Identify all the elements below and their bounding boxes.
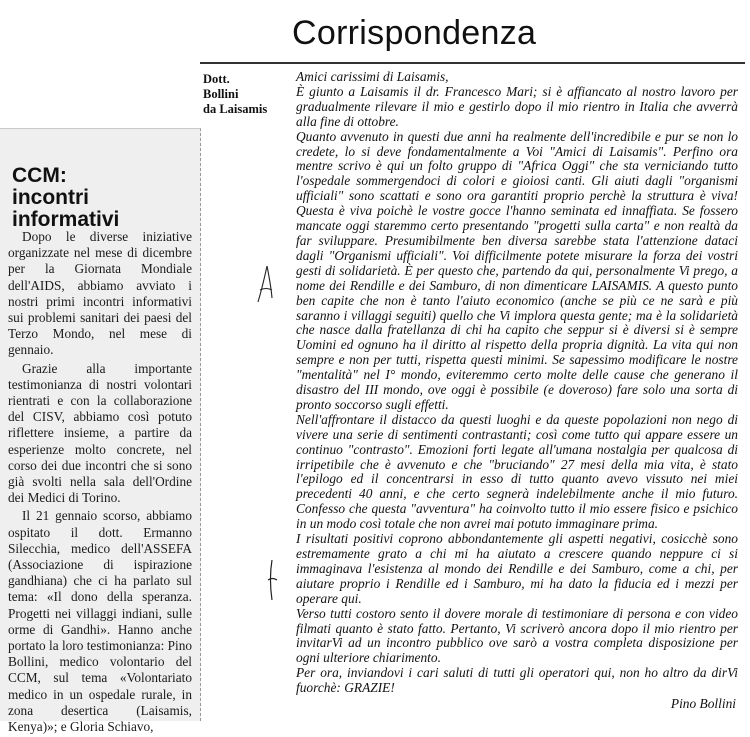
letter-byline — [203, 72, 289, 117]
pen-mark-icon — [255, 262, 275, 306]
left-title-line: informativi — [12, 208, 120, 231]
left-article-clipping — [0, 128, 201, 735]
left-article-paragraph: Dopo le diverse iniziative organizzate nel mese di dicembre per la Giornata Mondiale dell'AIDS, abbiamo avviato i nostri primi incontri informativi sui problemi sanitari dei paesi del Terzo Mondo, nel mese di gennaio. — [8, 229, 192, 358]
left-title-line: incontri — [12, 186, 89, 209]
section-heading: Corrispondenza — [292, 14, 537, 52]
left-title-line: CCM: — [12, 164, 67, 187]
letter-paragraph: È giunto a Laisamis il dr. Francesco Mari; si è affiancato al nostro lavoro per gradualmente rilevare il mio e gestirlo dopo il mio rientro in Italia che avverrà alla fine di ottobre. — [296, 83, 738, 129]
letter-paragraph: Per ora, inviandovi i cari saluti di tutti gli operatori qui, non ho altro da dirVi fuorchè: GRAZIE! — [296, 665, 738, 696]
letter-paragraph: I risultati positivi coprono abbondantemente gli aspetti negativi, cosicchè sono estremamente grato a chi mi ha aiutato a crescere quando neppure ci si immaginava l'esistenza al mondo dei Rendille e dei Samburo, come a chi, per aiutare proprio i Rendille ed i Samburo, mi ha dato la fiducia ed i mezzi per operare qui. — [296, 531, 738, 606]
letter-signature: Pino Bollini — [670, 696, 736, 711]
left-article-paragraph: Grazie alla importante testimonianza di nostri volontari rientrati e con la collaborazione del CISV, abbiamo così potuto riflettere insieme, a partire da esperienze molto concrete, nel corso dei due incontri che si sono già svolti nella sala dell'Ordine dei Medici di Torino. — [8, 360, 192, 506]
letter-paragraph: Nell'affrontare il distacco da questi luoghi e da queste popolazioni non nego di vivere una serie di sentimenti contrastanti; così come tutto qui appare essere un continuo "contrasto". Emozioni forti legate all'umana nostalgia per qualcosa di irripetibile che è avvenuto e che "bruciando" 27 mesi della mia vita, è stato l'epilogo ed il concentrarsi in esso di tutto quanto avevo vissuto nei miei precedenti 40 anni, e che certo segnerà indelebilmente anche il mio futuro. Confesso che questa "avventura" ha coinvolto tutto il mio essere fisico e psichico in un modo così totale che non avrei mai potuto immaginare prima. — [296, 411, 738, 532]
pen-mark-icon — [262, 558, 282, 602]
letter-paragraph: Quanto avvenuto in questi due anni ha realmente dell'incredibile e pur se non lo credete, lo si deve fondamentalmente a Voi "Amici di Laisamis". Perfino ora mentre scrivo è qui un folto gruppo di "Africa Oggi" che sta verniciando tutto l'ospedale sommergendoci di colori e gioiosi canti. Gli aiuti dagli "organismi ufficiali" sono scattati e sono ora garantiti proprio perchè la struttura è viva! Questa è viva poichè le vostre gocce l'hanno seminata ed innaffiata. Se fossero mancate oggi staremmo certo presentando "progetti sulla carta" e non realtà da far sviluppare. Presumibilmente ben diversa sarebbe stata l'attenzione dataci dagli "Organismi ufficiali". Voi difficilmente potete misurare la forza dei vostri gesti di solidarietà. È per questo che, partendo da qui, personalmente Vi prego, a nome dei Rendille e dei Samburo, di non dimenticare LAISAMIS. A questo punto ben capite che non è tanto l'aiuto economico (anche se più ce ne sarà e più saranno i villaggi seguiti) quello che Vi implora questa gente; ma è la solidarietà che nasce dalla fratellanza di chi ha capito che seppur si è diversi si è sempre Uomini ed ognuno ha il diritto al rispetto della propria dignità. La vita qui non sempre e non per tutti, rispetta questi minimi. Se sapessimo modificare le nostre "mentalità" nel I° mondo, eviteremmo certo molte delle cause che generano il disastro del III mondo, ove oggi è possibile (e doveroso) fare solo una sorta di pronto soccorso sugli effetti. — [296, 128, 738, 412]
heading-rule — [200, 62, 745, 64]
byline-line: Bollini — [203, 87, 239, 101]
letter-body — [296, 70, 738, 696]
byline-line: Dott. — [203, 72, 230, 86]
left-article-paragraph: Il 21 gennaio scorso, abbiamo ospitato il dott. Ermanno Silecchia, medico dell'ASSEFA (Associazione di ispirazione gandhiana) che ci ha parlato sul tema: «Il dono della speranza. Progetti nei villaggi indiani, sulle orme di Gandhi». Hanno anche portato la loro testimonianza: Pino Bollini, medico volontario del CCM, sul tema «Volontariato medico in un ospedale rurale, in zona desertica (Laisamis, Kenya)»; e Gloria Schiavo, — [8, 508, 192, 735]
byline-line: da Laisamis — [203, 102, 268, 116]
letter-paragraph: Verso tutti costoro sento il dovere morale di testimoniare di persona e con video filmati quanto è stato fatto. Pertanto, Vi scriverò ancora dopo il mio rientro per invitarVi ad un incontro pubblico ove sarò a vostra completa disposizione per ogni ulteriore chiarimento. — [296, 605, 738, 666]
letter-salutation: Amici carissimi di Laisamis, — [296, 69, 449, 84]
left-article-title — [12, 165, 200, 231]
left-article-body — [8, 229, 192, 737]
